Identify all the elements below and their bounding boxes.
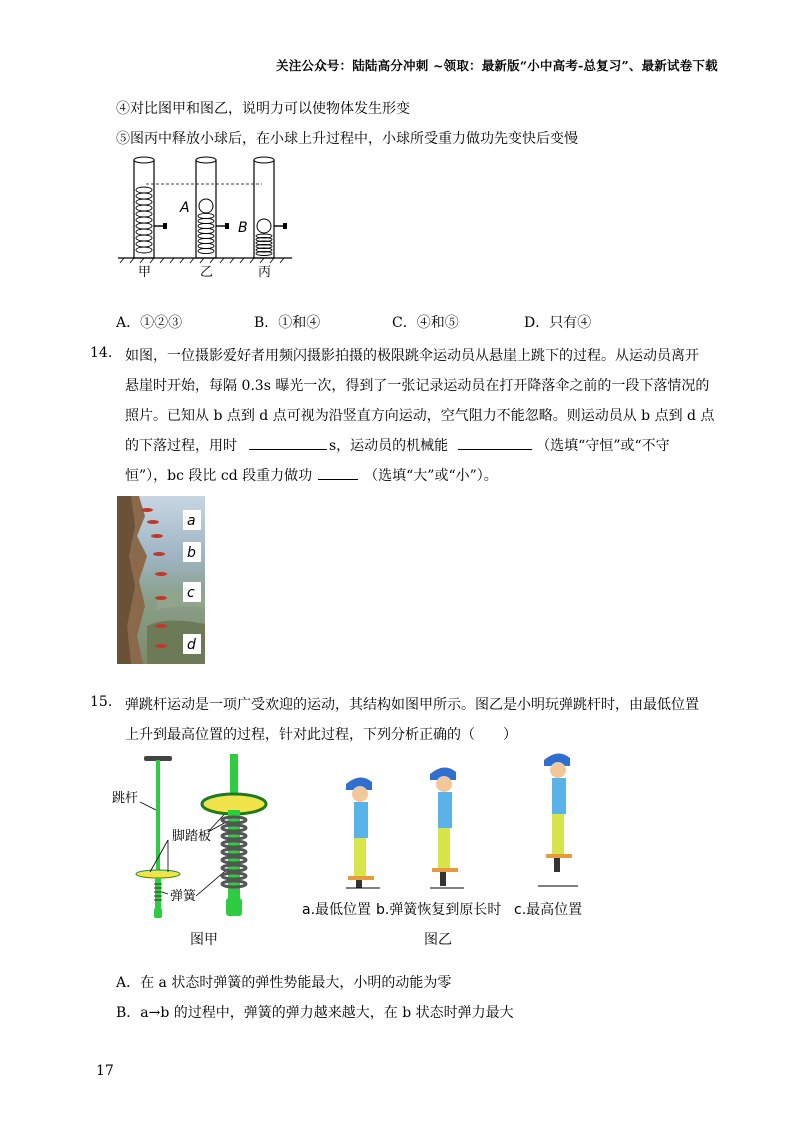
photo-label-b: b [187,545,196,561]
q13-option-a: A．①②③ [116,315,183,331]
q14-line-4-text-c: （选填“守恒”或“不守 [536,438,670,454]
q15-option-b: B．a→b 的过程中，弹簧的弹力越来越大，在 b 状态时弹力最大 [116,1005,514,1021]
state-b-label: b.弹簧恢复到原长时 [376,902,502,918]
q15-number: 15. [90,694,113,710]
label-b: B [238,220,248,236]
photo-label-c: c [187,585,195,601]
q14-line-4-text-a: 的下落过程，用时 [125,438,237,454]
skydiver-photo [117,496,205,664]
spring-tubes-figure [110,154,300,282]
q14-line-5-text-a: 恒”），bc 段比 cd 段重力做功 [125,468,313,484]
q14-line-5-text-b: （选填“大”或“小”）。 [364,468,498,484]
state-c-label: c.最高位置 [514,902,583,918]
photo-label-a: a [187,513,196,529]
label-jia: 甲 [138,265,152,280]
q13-option-b: B．①和④ [254,315,321,331]
tube-jia [134,157,167,258]
caption-yi: 图乙 [424,932,452,948]
page-header: 关注公众号：陆陆高分冲刺 ~领取：最新版“小中高考-总复习”、最新试卷下载 [276,58,718,73]
q14-line-4 [125,435,670,455]
page-number: 17 [96,1063,114,1079]
q14-line-2: 悬崖时开始，每隔 0.3s 曝光一次，得到了一张记录运动员在打开降落伞之前的一段下落情况的 [125,378,710,394]
q14-number: 14. [90,345,113,361]
label-a: A [180,200,190,216]
label-tiaogan: 跳杆 [112,791,139,806]
label-jiaotaban: 脚踏板 [172,829,212,844]
q14-line-3: 照片。已知从 b 点到 d 点可视为沿竖直方向运动，空气阻力不能忽略。则运动员从 b 点到 d 点 [125,408,715,424]
label-tanhuang: 弹簧 [170,889,197,904]
photo-label-d: d [187,637,196,653]
q14-blank-time[interactable] [249,435,327,450]
q15-line-2: 上升到最高位置的过程，针对此过程，下列分析正确的（ ） [125,727,517,743]
tube-bing [254,157,287,258]
kid-state-c [538,753,578,886]
pogo-stick-large [202,754,266,916]
q14-line-4-text-b: s，运动员的机械能 [329,438,449,454]
q14-blank-work[interactable] [318,465,358,480]
q14-blank-energy[interactable] [458,435,532,450]
q14-line-5 [125,465,498,485]
kid-state-a [346,777,380,888]
kid-state-b [430,767,464,888]
q13-option-d: D．只有④ [524,315,592,331]
tube-yi [196,157,229,258]
label-yi: 乙 [200,265,214,280]
q13-option-c: C．④和⑤ [392,315,459,331]
q15-line-1: 弹跳杆运动是一项广受欢迎的运动，其结构如图甲所示。图乙是小明玩弹跳杆时，由最低位置 [125,697,699,713]
q15-option-a: A．在 a 状态时弹簧的弹性势能最大，小明的动能为零 [116,975,452,991]
caption-jia: 图甲 [190,932,218,948]
q13-item-5: ⑤图丙中释放小球后，在小球上升过程中，小球所受重力做功先变快后变慢 [116,131,578,147]
pogo-stick-figure [110,750,610,950]
state-a-label: a.最低位置 [302,902,372,918]
q13-item-4: ④对比图甲和图乙，说明力可以使物体发生形变 [116,101,410,117]
q14-line-1: 如图，一位摄影爱好者用频闪摄影拍摄的极限跳伞运动员从悬崖上跳下的过程。从运动员离开 [125,348,699,364]
label-bing: 丙 [258,265,272,280]
